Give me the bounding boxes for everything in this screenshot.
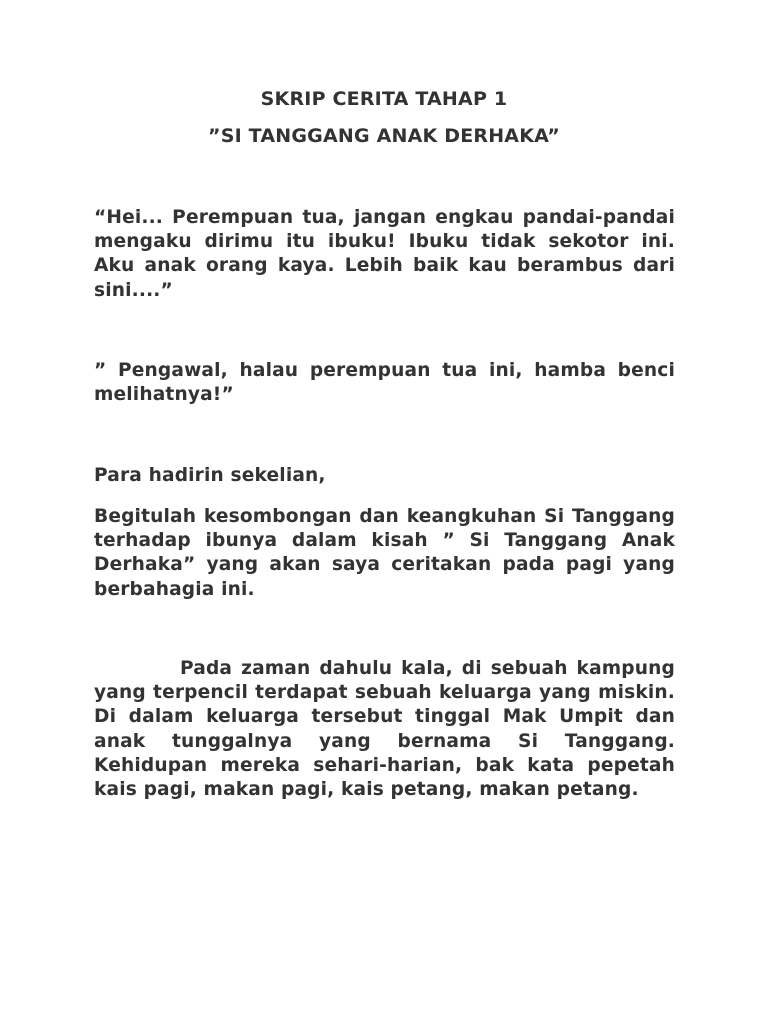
introduction-paragraph: Begitulah kesombongan dan keangkuhan Si Tanggang terhadap ibunya dalam kisah ” Si Tanggang Anak Derhaka” yang akan saya ceritakan pada pagi yang berbahagia ini.: [94, 506, 675, 600]
dialogue-paragraph-1: “Hei... Perempuan tua, jangan engkau pandai-pandai mengaku dirimu itu ibuku! Ibuku tidak sekotor ini. Aku anak orang kaya. Lebih baik kau berambus dari sini....”: [94, 207, 675, 301]
greeting-paragraph: Para hadirin sekelian,: [94, 465, 326, 486]
dialogue-paragraph-2: ” Pengawal, halau perempuan tua ini, hamba benci melihatnya!”: [94, 360, 675, 406]
story-title: ”SI TANGGANG ANAK DERHAKA”: [208, 125, 560, 147]
document-title: SKRIP CERITA TAHAP 1: [260, 88, 508, 110]
story-paragraph: Pada zaman dahulu kala, di sebuah kampung yang terpencil terdapat sebuah keluarga yang miskin. Di dalam keluarga tersebut tinggal Mak Umpit dan anak tunggalnya yang bernama Si Tanggang. Kehidupan mereka sehari-harian, bak kata pepetah kais pagi, makan pagi, kais petang, makan petang.: [94, 658, 675, 801]
